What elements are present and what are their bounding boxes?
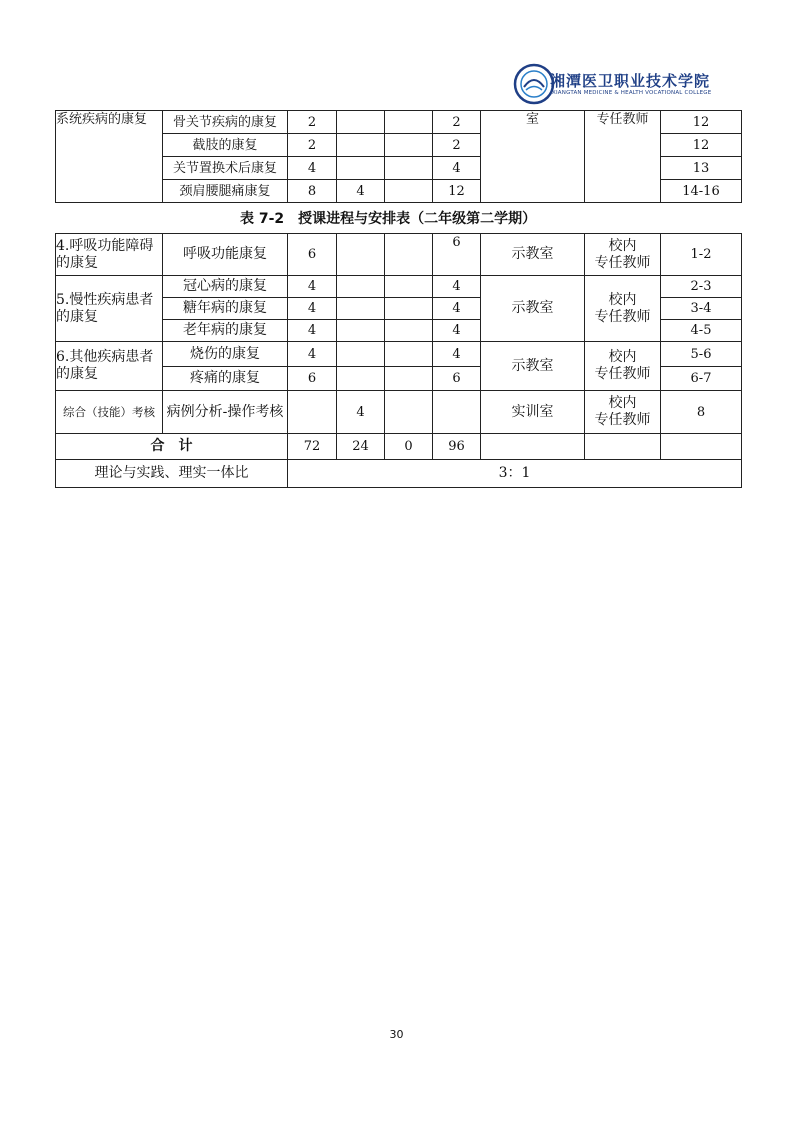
- teacher-cell: [585, 276, 661, 342]
- practice-cell: [337, 157, 385, 180]
- theory-cell: 4: [288, 298, 337, 320]
- week-cell: 3-4: [661, 298, 742, 320]
- practice-cell: [337, 111, 385, 134]
- practice-cell: [337, 298, 385, 320]
- teacher-line-2: 专任教师: [594, 254, 651, 271]
- other-cell: [385, 276, 433, 298]
- total-cell: 6: [433, 367, 481, 391]
- topic-cell: 老年病的康复: [163, 320, 288, 342]
- total-sum: 96: [433, 434, 481, 460]
- group-label: 系统疾病的康复: [56, 111, 163, 203]
- week-cell: 6-7: [661, 367, 742, 391]
- total-cell: 4: [433, 342, 481, 367]
- theory-cell: 6: [288, 234, 337, 276]
- page-number: 30: [389, 1028, 404, 1041]
- assessment-label: 综合（技能）考核: [56, 391, 163, 434]
- theory-cell: 4: [288, 342, 337, 367]
- teacher-line-1: 校内: [608, 349, 637, 365]
- topic-cell: 疼痛的康复: [163, 367, 288, 391]
- practice-cell: [337, 134, 385, 157]
- topic-cell: 骨关节疾病的康复: [163, 111, 288, 134]
- practice-cell: [337, 276, 385, 298]
- table-caption: 表 7-2 授课进程与安排表（二年级第二学期）: [240, 211, 537, 227]
- room-cell: 示教室: [481, 276, 585, 342]
- other-cell: [385, 111, 433, 134]
- total-cell: 4: [433, 157, 481, 180]
- teacher-cell: [585, 391, 661, 434]
- teacher-cell: 专任教师: [585, 111, 661, 203]
- practice-cell: 4: [337, 180, 385, 203]
- total-cell: 12: [433, 180, 481, 203]
- other-cell: [385, 367, 433, 391]
- ratio-value: 3：1: [288, 460, 742, 488]
- total-cell: 6: [433, 234, 481, 276]
- teacher-cell: [585, 434, 661, 460]
- table-row: [56, 111, 742, 134]
- other-cell: [385, 342, 433, 367]
- practice-cell: [337, 342, 385, 367]
- ratio-row: [56, 460, 742, 488]
- theory-cell: [288, 391, 337, 434]
- teacher-line-1: 校内: [608, 291, 637, 308]
- teacher-line-1: 校内: [608, 237, 637, 254]
- topic-cell: 烧伤的康复: [163, 342, 288, 367]
- total-cell: 4: [433, 298, 481, 320]
- theory-cell: 4: [288, 276, 337, 298]
- topic-cell: 糖年病的康复: [163, 298, 288, 320]
- theory-cell: 8: [288, 180, 337, 203]
- topic-cell: 冠心病的康复: [163, 276, 288, 298]
- theory-cell: 4: [288, 157, 337, 180]
- week-cell: 8: [661, 391, 742, 434]
- group-label: 4.呼吸功能障碍的康复: [56, 234, 163, 276]
- week-cell: 2-3: [661, 276, 742, 298]
- theory-sum: 72: [288, 434, 337, 460]
- table-row: [56, 276, 742, 298]
- teacher-cell: [585, 234, 661, 276]
- logo-title: 湘潭医卫职业技术学院: [550, 72, 711, 90]
- practice-sum: 24: [337, 434, 385, 460]
- sum-label: 合 计: [56, 434, 288, 460]
- week-cell: [661, 434, 742, 460]
- topic-cell: 病例分析-操作考核: [163, 391, 288, 434]
- room-cell: 实训室: [481, 391, 585, 434]
- practice-cell: 4: [337, 391, 385, 434]
- room-cell: 示教室: [481, 234, 585, 276]
- week-cell: 1-2: [661, 234, 742, 276]
- week-cell: 14-16: [661, 180, 742, 203]
- group-label: 6.其他疾病患者的康复: [56, 342, 163, 391]
- other-cell: [385, 234, 433, 276]
- total-cell: 2: [433, 111, 481, 134]
- week-cell: 4-5: [661, 320, 742, 342]
- teacher-line-2: 专任教师: [594, 412, 651, 428]
- other-cell: [385, 134, 433, 157]
- room-cell: [481, 434, 585, 460]
- teacher-cell: [585, 342, 661, 391]
- other-cell: [385, 391, 433, 434]
- room-cell: 示教室: [481, 342, 585, 391]
- theory-cell: 6: [288, 367, 337, 391]
- other-cell: [385, 298, 433, 320]
- schedule-table-continued: [55, 110, 742, 203]
- week-cell: 5-6: [661, 342, 742, 367]
- group-label: 5.慢性疾病患者的康复: [56, 276, 163, 342]
- sum-row: [56, 434, 742, 460]
- practice-cell: [337, 320, 385, 342]
- theory-cell: 2: [288, 111, 337, 134]
- topic-cell: 截肢的康复: [163, 134, 288, 157]
- practice-cell: [337, 234, 385, 276]
- practice-cell: [337, 367, 385, 391]
- other-sum: 0: [385, 434, 433, 460]
- teacher-line-2: 专任教师: [594, 308, 651, 325]
- topic-cell: 颈肩腰腿痛康复: [163, 180, 288, 203]
- total-cell: 4: [433, 320, 481, 342]
- logo-subtitle: XIANGTAN MEDICINE & HEALTH VOCATIONAL COLLEGE: [552, 90, 712, 96]
- teacher-line-2: 专任教师: [594, 366, 651, 382]
- table-row: [56, 342, 742, 367]
- table-row: [56, 234, 742, 276]
- table-row: [56, 391, 742, 434]
- theory-cell: 4: [288, 320, 337, 342]
- room-cell: 室: [481, 111, 585, 203]
- teacher-line-1: 校内: [608, 395, 637, 411]
- total-cell: [433, 391, 481, 434]
- total-cell: 4: [433, 276, 481, 298]
- week-cell: 12: [661, 111, 742, 134]
- schedule-table: [55, 233, 742, 488]
- other-cell: [385, 320, 433, 342]
- ratio-label: 理论与实践、理实一体比: [56, 460, 288, 488]
- total-cell: 2: [433, 134, 481, 157]
- topic-cell: 关节置换术后康复: [163, 157, 288, 180]
- week-cell: 12: [661, 134, 742, 157]
- theory-cell: 2: [288, 134, 337, 157]
- topic-cell: 呼吸功能康复: [163, 234, 288, 276]
- other-cell: [385, 157, 433, 180]
- week-cell: 13: [661, 157, 742, 180]
- other-cell: [385, 180, 433, 203]
